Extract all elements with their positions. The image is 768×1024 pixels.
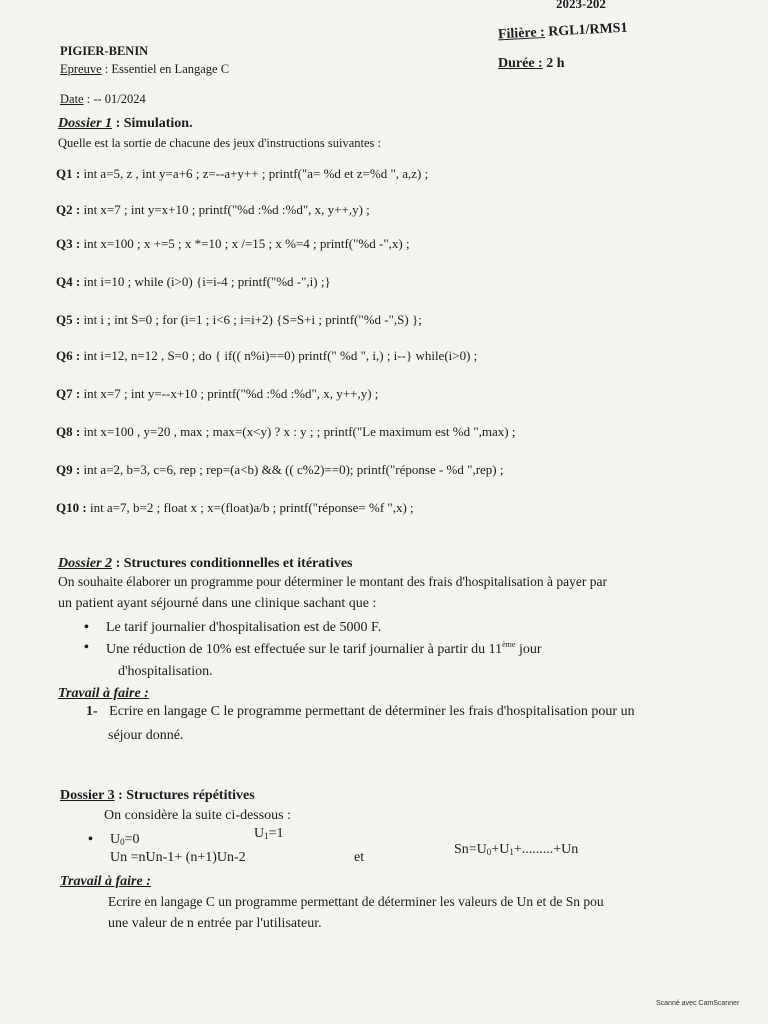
dossier3-intro: On considère la suite ci-dessous :	[104, 808, 292, 823]
u1-sub: 1	[264, 831, 269, 841]
question-label: Q3 :	[56, 236, 81, 251]
dossier3-heading	[60, 788, 255, 804]
sum-pre: Sn=U	[454, 842, 487, 857]
question-code: int a=2, b=3, c=6, rep ; rep=(a<b) && (( c%2)==0); printf("réponse - %d ",rep) ;	[83, 462, 504, 477]
epreuve-label: Epreuve	[60, 62, 102, 76]
date-line	[60, 92, 146, 107]
dossier3-travail-label: Travail à faire :	[60, 874, 151, 889]
question-label: Q1 :	[56, 166, 81, 181]
question-code: int i=12, n=12 , S=0 ; do { if(( n%i)==0) printf(" %d ", i,) ; i--} while(i>0) ;	[83, 348, 478, 363]
task-text: Ecrire en langage C le programme permettant de déterminer les frais d'hospitalisation pour un	[109, 704, 635, 719]
question-q8	[56, 424, 516, 440]
dossier1-title: : Simulation.	[115, 116, 193, 131]
task-number: 1-	[86, 704, 98, 719]
dossier2-task-line1	[86, 704, 635, 720]
question-label: Q4 :	[56, 274, 81, 289]
question-q6	[56, 348, 477, 364]
question-code: int i ; int S=0 ; for (i=1 ; i<6 ; i=i+2) {S=S+i ; printf("%d -",S) };	[83, 312, 422, 327]
u0-value: =0	[124, 832, 140, 847]
dossier3-task-line1: Ecrire en langage C un programme permettant de déterminer les valeurs de Un et de Sn pou	[108, 894, 604, 909]
question-label: Q7 :	[56, 386, 81, 401]
dossier2-task-line2: séjour donné.	[108, 728, 184, 743]
u1-value: =1	[268, 826, 284, 841]
dossier1-intro: Quelle est la sortie de chacune des jeux d'instructions suivantes :	[58, 136, 381, 150]
u0-base: U	[110, 832, 121, 847]
question-code: int x=100 ; x +=5 ; x *=10 ; x /=15 ; x %=4 ; printf("%d -",x) ;	[83, 236, 410, 251]
scanner-watermark: Scanné avec CamScanner	[656, 1000, 740, 1007]
school-name: PIGIER-BENIN	[60, 44, 149, 58]
question-q1	[56, 166, 428, 182]
question-label: Q2 :	[56, 202, 81, 217]
duree-value: 2 h	[546, 56, 565, 71]
filiere-label: Filière :	[497, 24, 546, 43]
dossier3-task-line2: une valeur de n entrée par l'utilisateur.	[108, 916, 322, 931]
epreuve-value: : Essentiel en Langage C	[104, 62, 230, 76]
sum-sub0: 0	[486, 847, 492, 857]
duree-line	[498, 56, 565, 72]
u0-sub: 0	[120, 837, 125, 847]
question-q9	[56, 462, 503, 478]
sequence-u1	[254, 826, 284, 842]
dossier1-heading	[58, 116, 193, 132]
dossier2-travail-label: Travail à faire :	[58, 686, 149, 701]
bullet2-after: jour	[515, 642, 542, 657]
dossier2-bullet2-line2: d'hospitalisation.	[118, 664, 213, 679]
year-label: 2023-202	[556, 0, 606, 11]
question-code: int x=7 ; int y=--x+10 ; printf("%d :%d :%d", x, y++,y) ;	[83, 386, 379, 401]
question-code: int a=5, z , int y=a+6 ; z=--a+y++ ; printf("a= %d et z=%d ", a,z) ;	[83, 166, 429, 181]
dossier2-bullet2	[106, 640, 542, 658]
sequence-recurrence: Un =nUn-1+ (n+1)Un-2	[110, 850, 246, 865]
filiere-value: RGL1/RMS1	[547, 20, 628, 40]
dossier1-label: Dossier 1	[58, 116, 113, 131]
duree-label: Durée :	[498, 56, 543, 71]
dossier3-label: Dossier 3	[60, 788, 115, 803]
date-label: Date	[60, 92, 84, 106]
sum-sub1: 1	[509, 847, 514, 857]
sequence-sum	[454, 842, 578, 858]
question-q7	[56, 386, 378, 402]
bullet2-text: Une réduction de 10% est effectuée sur le tarif journalier à partir du 11	[106, 642, 503, 657]
epreuve-line	[60, 62, 229, 77]
question-code: int i=10 ; while (i>0) {i=i-4 ; printf("%d -",i) ;}	[83, 274, 331, 289]
u1-base: U	[254, 826, 265, 841]
sequence-et: et	[354, 850, 365, 865]
sum-post: +.........+Un	[513, 842, 579, 857]
dossier2-intro-line1: On souhaite élaborer un programme pour déterminer le montant des frais d'hospitalisation à payer par	[58, 574, 608, 589]
dossier2-label: Dossier 2	[58, 556, 113, 571]
dossier3-title: : Structures répétitives	[118, 788, 255, 803]
question-label: Q6 :	[56, 348, 81, 363]
dossier2-heading	[58, 556, 352, 572]
dossier2-intro-line2: un patient ayant séjourné dans une clinique sachant que :	[58, 596, 377, 611]
question-code: int x=7 ; int y=x+10 ; printf("%d :%d :%d", x, y++,y) ;	[83, 202, 370, 217]
question-q4	[56, 274, 331, 290]
dossier2-title: : Structures conditionnelles et itératives	[115, 556, 353, 571]
bullet2-sup: ème	[502, 640, 516, 649]
question-label: Q9 :	[56, 462, 81, 477]
dossier2-bullet1: • Le tarif journalier d'hospitalisation est de 5000 F.	[106, 620, 381, 636]
sum-mid: +U	[491, 842, 510, 857]
question-label: Q10 :	[56, 500, 87, 515]
question-label: Q5 :	[56, 312, 81, 327]
date-value: : -- 01/2024	[86, 92, 146, 106]
question-q5	[56, 312, 422, 328]
question-q3	[56, 236, 410, 252]
question-label: Q8 :	[56, 424, 81, 439]
question-code: int x=100 , y=20 , max ; max=(x<y) ? x : y ; ; printf("Le maximum est %d ",max) ;	[83, 424, 516, 439]
filiere-line	[498, 21, 628, 44]
question-q10	[56, 500, 414, 516]
question-code: int a=7, b=2 ; float x ; x=(float)a/b ; printf("réponse= %f ",x) ;	[89, 500, 414, 515]
question-q2	[56, 202, 370, 218]
sequence-u0	[110, 832, 140, 848]
